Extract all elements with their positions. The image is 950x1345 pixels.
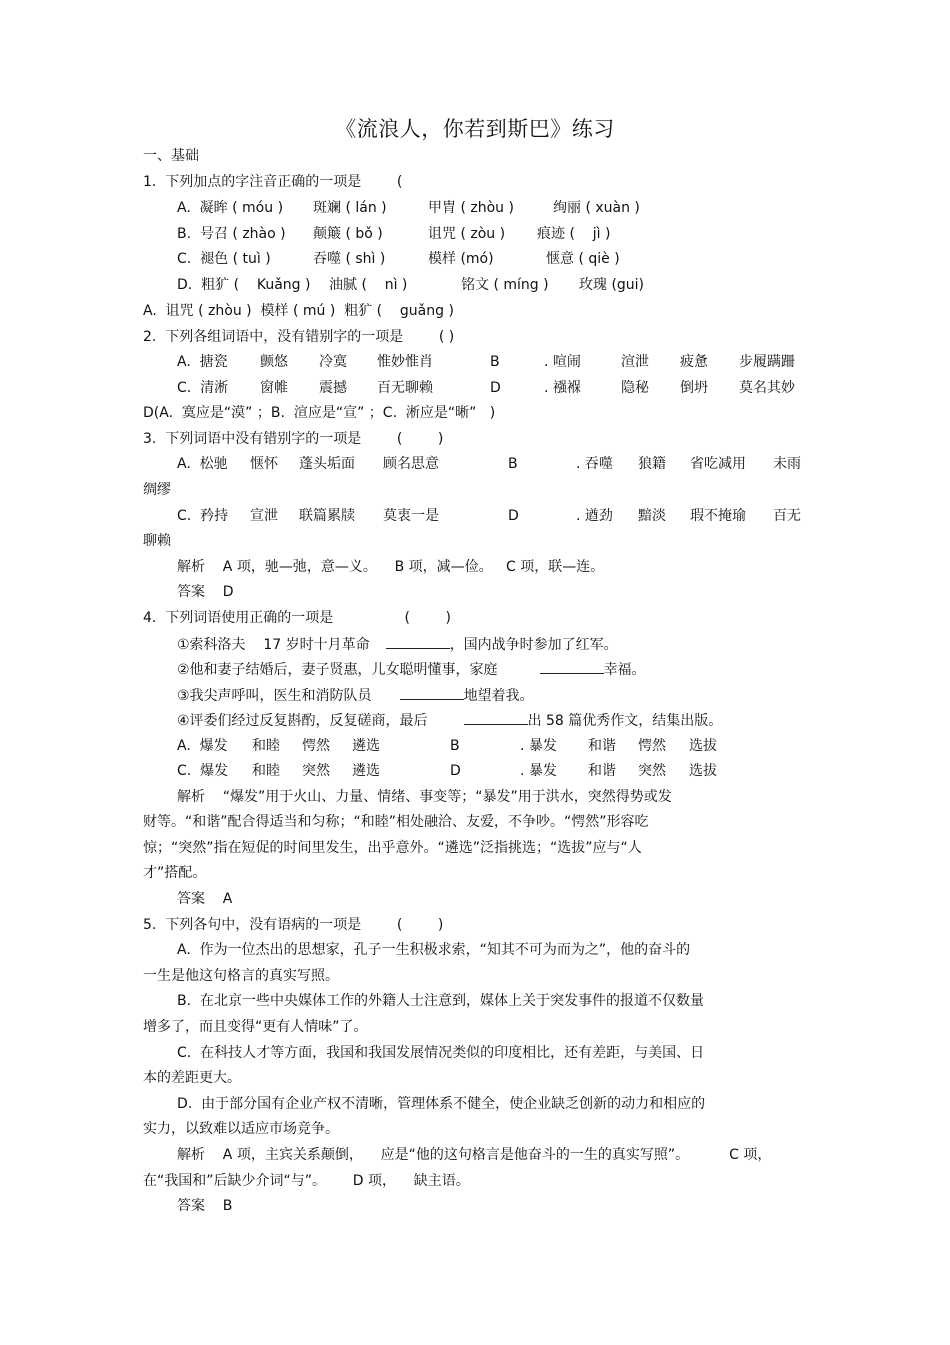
q3-d-2: 黯淡 <box>638 508 666 524</box>
q5-option-b-line-2: 增多了，而且变得“更有人情味”了。 <box>143 1019 368 1035</box>
q3-a-3: 蓬头垢面 <box>299 456 355 472</box>
q4-a-3: 愕然 <box>302 738 330 754</box>
q1-option-c-2: 吞噬 ( shì ) <box>313 251 386 267</box>
q4-analysis-line-3: 惊；“突然”指在短促的时间里发生，出乎意外。“遴选”泛指挑选；“选拔”应与“人 <box>143 840 642 856</box>
q4-s1-text-a: ①索科洛夫 17 岁时十月革命 <box>177 637 370 653</box>
q4-s3-text-a: ③我尖声呼叫，医生和消防队员 <box>177 688 372 704</box>
q3-c-1: C. 矜持 <box>177 508 229 524</box>
q4-s2-text-b: 幸福。 <box>603 662 646 678</box>
q2-d-3: 倒坍 <box>680 380 708 396</box>
q1-option-d-1: D. 粗犷 ( Kuǎng ) <box>177 277 311 293</box>
q5-option-a-line-2: 一生是他这句格言的真实写照。 <box>143 968 339 984</box>
q2-c-1: C. 清淅 <box>177 380 229 396</box>
q5-option-d-line-2: 实力，以致难以适应市场竞争。 <box>143 1121 339 1137</box>
q5-option-c-line-2: 本的差距更大。 <box>143 1070 241 1086</box>
q1-option-a-4: 绚丽 ( xuàn ) <box>553 200 640 216</box>
section-heading: 一、基础 <box>143 148 199 164</box>
q2-a-2: 颤悠 <box>260 354 288 370</box>
q1-option-c-1: C. 褪色 ( tuì ) <box>177 251 271 267</box>
q3-d-4: 百无 <box>773 508 801 524</box>
question-4-stem: 4. 下列词语使用正确的一项是 ( ) <box>143 610 451 626</box>
q3-c-4: 莫衷一是 <box>383 508 439 524</box>
question-1-stem: 1. 下列加点的字注音正确的一项是 ( <box>143 174 403 190</box>
q3-a-continuation: 绸缪 <box>143 482 171 498</box>
q4-blank-2 <box>540 659 604 674</box>
q4-sentence-1 <box>177 634 618 655</box>
q2-answer: D(A. 寞应是“漠” ；B. 渲应是“宣” ；C. 淅应是“晰” ) <box>143 405 496 421</box>
q4-blank-4 <box>464 710 528 725</box>
q5-analysis-line-1: 解析 A 项，主宾关系颠倒， 应是“他的这句格言是他奋斗的一生的真实写照”。 C 项， <box>177 1147 772 1163</box>
q4-s1-text-b: ，国内战争时参加了红军。 <box>449 637 618 653</box>
page-title: 《流浪人，你若到斯巴》练习 <box>335 117 615 141</box>
q3-a-4: 顾名思意 <box>383 456 439 472</box>
q4-b-2: 和谐 <box>588 738 616 754</box>
q4-s2-text-a: ②他和妻子结婚后，妻子贤惠，儿女聪明懂事，家庭 <box>177 662 498 678</box>
q4-s3-text-b: 地望着我。 <box>463 688 534 704</box>
q4-b-label: B <box>450 738 460 754</box>
q4-sentence-2 <box>177 659 646 680</box>
q4-c-3: 突然 <box>302 763 330 779</box>
q3-d-label: D <box>508 508 519 524</box>
q1-option-b-1: B. 号召 ( zhào ) <box>177 226 286 242</box>
q2-c-3: 震撼 <box>319 380 347 396</box>
q3-c-2: 宣泄 <box>250 508 278 524</box>
q5-option-c-line-1: C. 在科技人才等方面，我国和我国发展情况类似的印度相比，还有差距，与美国、日 <box>177 1045 705 1061</box>
q2-b-1: . 喧闹 <box>544 354 581 370</box>
q4-analysis-line-2: 财等。“和谐”配合得适当和匀称；“和睦”相处融洽、友爱，不争吵。“愕然”形容吃 <box>143 814 649 830</box>
q2-c-4: 百无聊赖 <box>377 380 433 396</box>
q3-c-continuation: 聊赖 <box>143 533 171 549</box>
q1-option-c-4: 惬意 ( qiè ) <box>546 251 620 267</box>
q4-b-4: 选拔 <box>689 738 717 754</box>
q4-d-label: D <box>450 763 461 779</box>
q4-s4-text-a: ④评委们经过反复斟酌，反复磋商，最后 <box>177 713 428 729</box>
q4-a-4: 遴选 <box>352 738 380 754</box>
q1-option-b-3: 诅咒 ( zòu ) <box>428 226 506 242</box>
q3-a-1: A. 松驰 <box>177 456 228 472</box>
q4-d-1: . 暴发 <box>520 763 557 779</box>
q3-b-label: B <box>508 456 518 472</box>
question-5-stem: 5. 下列各句中，没有语病的一项是 ( ) <box>143 917 444 933</box>
q3-a-2: 惬怀 <box>250 456 278 472</box>
q4-d-2: 和谐 <box>588 763 616 779</box>
q2-b-3: 疲惫 <box>680 354 708 370</box>
q5-analysis-line-2: 在“我国和”后缺少介词“与”。 D 项， 缺主语。 <box>143 1173 470 1189</box>
q4-a-1: A. 爆发 <box>177 738 228 754</box>
q2-d-label: D <box>490 380 501 396</box>
q4-sentence-3 <box>177 685 534 706</box>
q3-analysis: 解析 A 项，驰—弛，意—义。 B 项，减—俭。 C 项，联—连。 <box>177 559 605 575</box>
q4-c-2: 和睦 <box>252 763 280 779</box>
q4-s4-text-b: 出 58 篇优秀作文，结集出版。 <box>527 713 723 729</box>
q2-b-4: 步履蹒跚 <box>739 354 795 370</box>
q5-option-b-line-1: B. 在北京一些中央媒体工作的外籍人士注意到，媒体上关于突发事件的报道不仅数量 <box>177 993 704 1009</box>
q5-option-a-line-1: A. 作为一位杰出的思想家，孔子一生积极求索，“知其不可为而为之”，他的奋斗的 <box>177 942 691 958</box>
q1-option-a-1: A. 凝眸 ( móu ) <box>177 200 284 216</box>
q5-option-d-line-1: D. 由于部分国有企业产权不清晰，管理体系不健全，使企业缺乏创新的动力和相应的 <box>177 1096 706 1112</box>
q2-b-label: B <box>490 354 500 370</box>
q1-option-b-4: 痕迹 ( jì ) <box>537 226 611 242</box>
q2-b-2: 渲泄 <box>621 354 649 370</box>
q2-a-1: A. 搪瓷 <box>177 354 228 370</box>
q1-analysis: A. 诅咒 ( zhòu ) 模样 ( mú ) 粗犷 ( guǎng ) <box>143 303 454 319</box>
q3-d-1: . 遒劲 <box>576 508 613 524</box>
q4-blank-3 <box>400 685 464 700</box>
q3-b-1: . 吞噬 <box>576 456 613 472</box>
q4-a-2: 和睦 <box>252 738 280 754</box>
question-2-stem: 2. 下列各组词语中，没有错别字的一项是 ( ) <box>143 329 455 345</box>
q3-b-2: 狼籍 <box>638 456 666 472</box>
q1-option-c-3: 模样 (mó) <box>428 251 494 267</box>
q1-option-d-4: 玫瑰 (gui) <box>579 277 645 293</box>
q4-d-4: 选拔 <box>689 763 717 779</box>
q4-blank-1 <box>386 634 450 649</box>
q3-b-4: 未雨 <box>773 456 801 472</box>
q4-d-3: 突然 <box>638 763 666 779</box>
q2-a-4: 惟妙惟肖 <box>377 354 433 370</box>
q3-c-3: 联篇累牍 <box>299 508 355 524</box>
question-3-stem: 3. 下列词语中没有错别字的一项是 ( ) <box>143 431 444 447</box>
q3-answer: 答案 D <box>177 584 234 600</box>
q1-option-a-3: 甲胄 ( zhòu ) <box>428 200 514 216</box>
q2-d-2: 隐秘 <box>621 380 649 396</box>
q4-sentence-4 <box>177 710 722 731</box>
q2-a-3: 冷寞 <box>319 354 347 370</box>
q4-analysis-line-1: 解析 “爆发”用于火山、力量、情绪、事变等；“暴发”用于洪水，突然得势或发 <box>177 789 672 805</box>
q3-b-3: 省吃减用 <box>690 456 746 472</box>
q4-b-3: 愕然 <box>638 738 666 754</box>
q2-d-4: 莫名其妙 <box>739 380 795 396</box>
q1-option-d-3: 铭文 ( míng ) <box>461 277 549 293</box>
q4-answer: 答案 A <box>177 891 233 907</box>
q1-option-b-2: 颠簸 ( bǒ ) <box>313 226 383 242</box>
q5-answer: 答案 B <box>177 1198 233 1214</box>
q4-c-1: C. 爆发 <box>177 763 229 779</box>
q1-option-d-2: 油腻 ( nì ) <box>329 277 408 293</box>
q2-c-2: 窗帷 <box>260 380 288 396</box>
q4-analysis-line-4: 才”搭配。 <box>143 865 207 881</box>
q4-c-4: 遴选 <box>352 763 380 779</box>
q1-option-a-2: 斑斓 ( lán ) <box>313 200 387 216</box>
q3-d-3: 瑕不掩瑜 <box>690 508 746 524</box>
q2-d-1: . 襁褓 <box>544 380 581 396</box>
q4-b-1: . 暴发 <box>520 738 557 754</box>
